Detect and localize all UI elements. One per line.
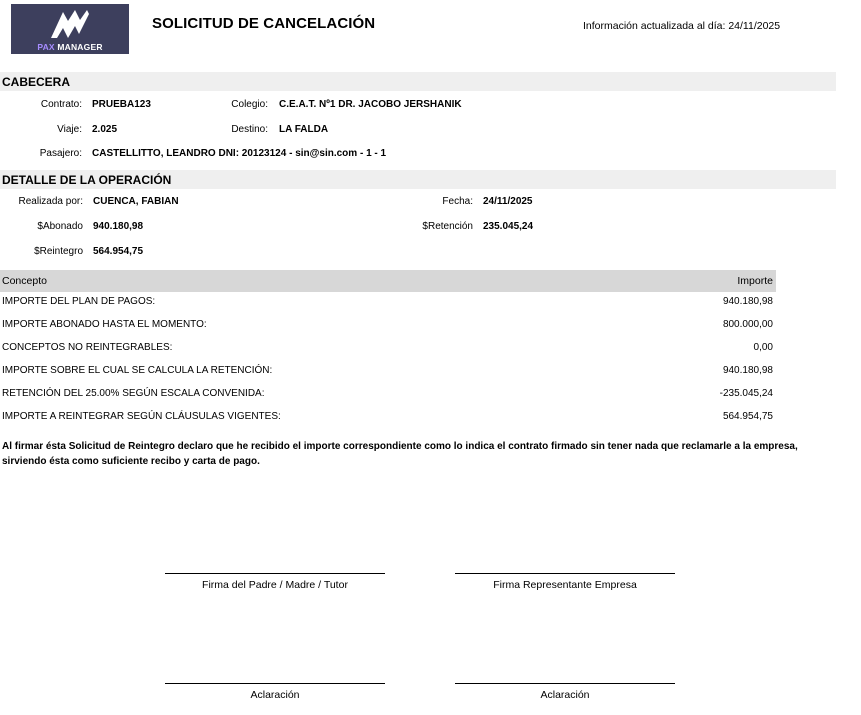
row-concepto: IMPORTE DEL PLAN DE PAGOS: <box>2 296 156 307</box>
row-importe: 564.954,75 <box>722 411 773 422</box>
signature-line-empresa <box>455 573 675 574</box>
row-concepto: IMPORTE A REINTEGRAR SEGÚN CLÁUSULAS VIGENTES: <box>2 411 281 422</box>
section-detalle-title: DETALLE DE LA OPERACIÓN <box>2 173 172 187</box>
viaje-value: 2.025 <box>92 124 118 135</box>
contrato-label: Contrato: <box>40 99 82 110</box>
section-cabecera-title: CABECERA <box>2 75 71 89</box>
destino-label: Destino: <box>231 124 268 135</box>
aclaracion-label-left: Aclaración <box>250 689 300 701</box>
table-row <box>0 384 776 407</box>
section-detalle <box>0 170 836 189</box>
retencion-label: $Retención <box>422 221 473 232</box>
updated-date: Información actualizada al día: 24/11/2025 <box>583 20 781 32</box>
table-row <box>0 315 776 338</box>
logo-text: PAX MANAGER <box>37 42 103 52</box>
destino-value: LA FALDA <box>279 124 329 135</box>
logo-mark-icon <box>49 8 91 40</box>
pasajero-label: Pasajero: <box>39 148 82 159</box>
row-concepto: CONCEPTOS NO REINTEGRABLES: <box>2 342 173 353</box>
contrato-value: PRUEBA123 <box>92 99 151 110</box>
realizada-value: CUENCA, FABIAN <box>93 196 179 207</box>
reintegro-label: $Reintegro <box>34 246 83 257</box>
signature-line-padre <box>165 573 385 574</box>
aclaracion-label-right: Aclaración <box>540 689 590 701</box>
row-importe: 800.000,00 <box>722 319 773 330</box>
row-importe: 940.180,98 <box>722 296 773 307</box>
col-importe: Importe <box>737 275 773 287</box>
page-title: SOLICITUD DE CANCELACIÓN <box>152 15 376 32</box>
viaje-label: Viaje: <box>57 124 82 135</box>
signature-label-padre: Firma del Padre / Madre / Tutor <box>202 579 348 591</box>
col-concepto: Concepto <box>2 275 47 287</box>
aclaracion-line-right <box>455 683 675 684</box>
row-importe: 940.180,98 <box>722 365 773 376</box>
retencion-value: 235.045,24 <box>483 221 534 232</box>
abonado-label: $Abonado <box>37 221 83 232</box>
signature-label-empresa: Firma Representante Empresa <box>493 579 637 591</box>
fecha-label: Fecha: <box>442 196 473 207</box>
aclaracion-line-left <box>165 683 385 684</box>
pasajero-value: CASTELLITTO, LEANDRO DNI: 20123124 - sin@sin.com - 1 - 1 <box>92 148 387 159</box>
row-concepto: RETENCIÓN DEL 25.00% SEGÚN ESCALA CONVENIDA: <box>2 388 265 399</box>
row-concepto: IMPORTE ABONADO HASTA EL MOMENTO: <box>2 319 207 330</box>
realizada-label: Realizada por: <box>18 196 83 207</box>
reintegro-value: 564.954,75 <box>93 246 144 257</box>
row-concepto: IMPORTE SOBRE EL CUAL SE CALCULA LA RETENCIÓN: <box>2 365 273 376</box>
table-header <box>0 270 776 292</box>
row-importe: 0,00 <box>753 342 773 353</box>
declaration-text: Al firmar ésta Solicitud de Reintegro declaro que he recibido el importe correspondiente como lo indica el contrato firmado sin tener nada que reclamarle a la empresa, sirviendo ésta como suficiente recibo y carta de pago. <box>2 441 798 467</box>
table-row <box>0 361 776 384</box>
colegio-value: C.E.A.T. Nº1 DR. JACOBO JERSHANIK <box>279 99 462 110</box>
row-importe: -235.045,24 <box>719 388 773 399</box>
table-row <box>0 338 776 361</box>
table-row <box>0 292 776 315</box>
concepts-table <box>0 270 776 430</box>
pax-manager-logo <box>11 4 129 54</box>
table-row <box>0 407 776 430</box>
abonado-value: 940.180,98 <box>93 221 144 232</box>
fecha-value: 24/11/2025 <box>483 196 533 207</box>
colegio-label: Colegio: <box>231 99 268 110</box>
section-cabecera <box>0 72 836 91</box>
